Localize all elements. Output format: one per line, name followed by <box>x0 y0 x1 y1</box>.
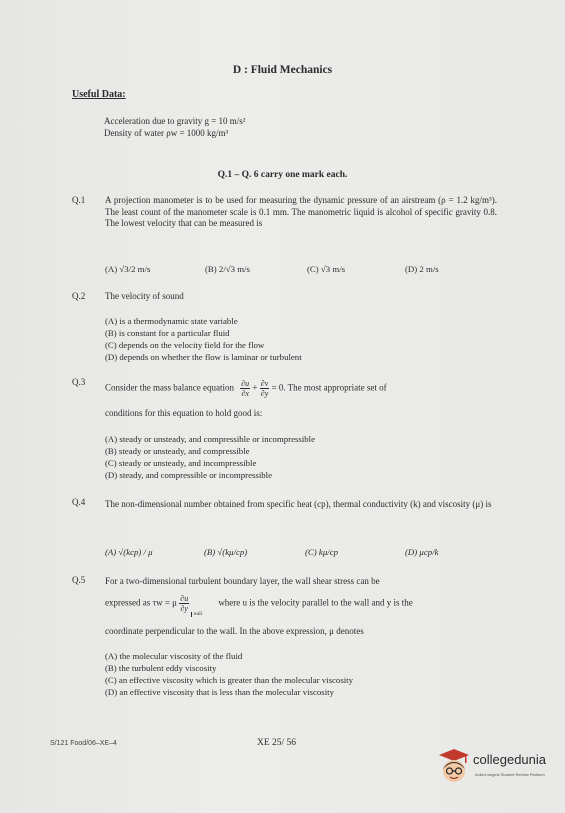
q2-option-b: (B) is constant for a particular fluid <box>105 328 230 338</box>
q2-option-c: (C) depends on the velocity field for the flow <box>105 340 265 350</box>
q3-option-a: (A) steady or unsteady, and compressible or incompressible <box>105 434 316 444</box>
q1-option-b: (B) 2/√3 m/s <box>205 264 250 274</box>
useful-data-density: Density of water ρw = 1000 kg/m³ <box>104 128 229 138</box>
q5-frac-num: ∂u <box>180 594 189 603</box>
logo-wordmark: collegedunia <box>473 752 547 767</box>
q3-plus: + <box>252 382 258 393</box>
useful-data-heading: Useful Data: <box>72 89 126 100</box>
q3-text-rest: = 0. The most appropriate set of <box>271 382 387 393</box>
q5-option-b: (B) the turbulent eddy viscosity <box>105 663 217 673</box>
q4-option-c: (C) kμ/cp <box>305 547 338 557</box>
graduate-face-icon <box>437 747 471 787</box>
q1-option-d: (D) 2 m/s <box>405 264 439 274</box>
question-3-equation-line <box>105 379 505 398</box>
q3-option-c: (C) steady or unsteady, and incompressible <box>105 458 257 468</box>
q3-frac1-den: ∂x <box>241 389 249 398</box>
q4-option-b: (B) √(kμ/cp) <box>204 547 248 557</box>
q3-option-b: (B) steady or unsteady, and compressible <box>105 446 250 456</box>
q1-option-a: (A) √3/2 m/s <box>105 264 151 274</box>
q2-option-a: (A) is a thermodynamic state variable <box>105 316 238 326</box>
collegedunia-logo <box>437 747 557 793</box>
q3-frac2-num: ∂v <box>260 379 269 388</box>
q3-text-pre: Consider the mass balance equation <box>105 382 234 393</box>
q4-option-d: (D) μcp/k <box>405 547 439 557</box>
useful-data-gravity: Acceleration due to gravity g = 10 m/s² <box>104 116 246 126</box>
q5-expr-post: where u is the velocity parallel to the wall and y is the <box>218 597 413 608</box>
q3-option-d: (D) steady, and compressible or incompressible <box>105 470 273 480</box>
page-number: XE 25/ 56 <box>257 738 297 748</box>
q3-fraction-du-dx <box>240 379 250 398</box>
q3-frac2-den: ∂y <box>260 389 269 398</box>
question-1-text: A projection manometer is to be used for measuring the dynamic pressure of an airstream (ρ = 1.2 kg/m³). The least count of the manometer scale is 0.1 mm. The manometric liquid is alcohol of specific gravity 0.8. The lowest velocity that can be measured is <box>105 195 497 228</box>
question-number-5: Q.5 <box>72 575 86 585</box>
footer-code: S/121 Food/06–XE–4 <box>50 740 117 747</box>
q5-option-c: (C) an effective viscosity which is greater than the molecular viscosity <box>105 675 354 685</box>
section-heading: Q.1 – Q. 6 carry one mark each. <box>217 170 348 180</box>
q5-wall-subscript: wall <box>193 611 203 617</box>
q5-option-d: (D) an effective viscosity that is less than the molecular viscosity <box>105 687 334 697</box>
q5-option-a: (A) the molecular viscosity of the fluid <box>105 651 243 661</box>
question-2-text: The velocity of sound <box>105 291 184 301</box>
q2-option-d: (D) depends on whether the flow is laminar or turbulent <box>105 352 302 362</box>
question-number-3: Q.3 <box>72 377 86 387</box>
q3-frac1-num: ∂u <box>241 379 250 388</box>
question-5-expression-line <box>105 594 497 620</box>
question-number-4: Q.4 <box>72 497 86 507</box>
q5-expr-pre: expressed as τw = μ <box>105 597 177 608</box>
q3-fraction-dv-dy <box>260 379 270 398</box>
question-5-line3: coordinate perpendicular to the wall. In the above expression, μ denotes <box>105 626 364 636</box>
q1-option-c: (C) √3 m/s <box>307 264 346 274</box>
logo-tagline: India's largest Student Review Platform <box>475 772 545 777</box>
q5-frac-den: ∂y <box>180 604 188 613</box>
q4-option-a: (A) √(kcp) / μ <box>105 547 153 557</box>
question-5-line1: For a two-dimensional turbulent boundary layer, the wall shear stress can be <box>105 576 380 586</box>
question-number-1: Q.1 <box>72 195 86 205</box>
question-3-text-post: conditions for this equation to hold good is: <box>105 408 263 418</box>
page-title: D : Fluid Mechanics <box>232 64 333 76</box>
question-number-2: Q.2 <box>72 291 86 301</box>
question-4-text: The non-dimensional number obtained from specific heat (cp), thermal conductivity (k) and viscosity (μ) is <box>105 499 492 509</box>
q5-fraction-du-dy <box>179 594 189 613</box>
